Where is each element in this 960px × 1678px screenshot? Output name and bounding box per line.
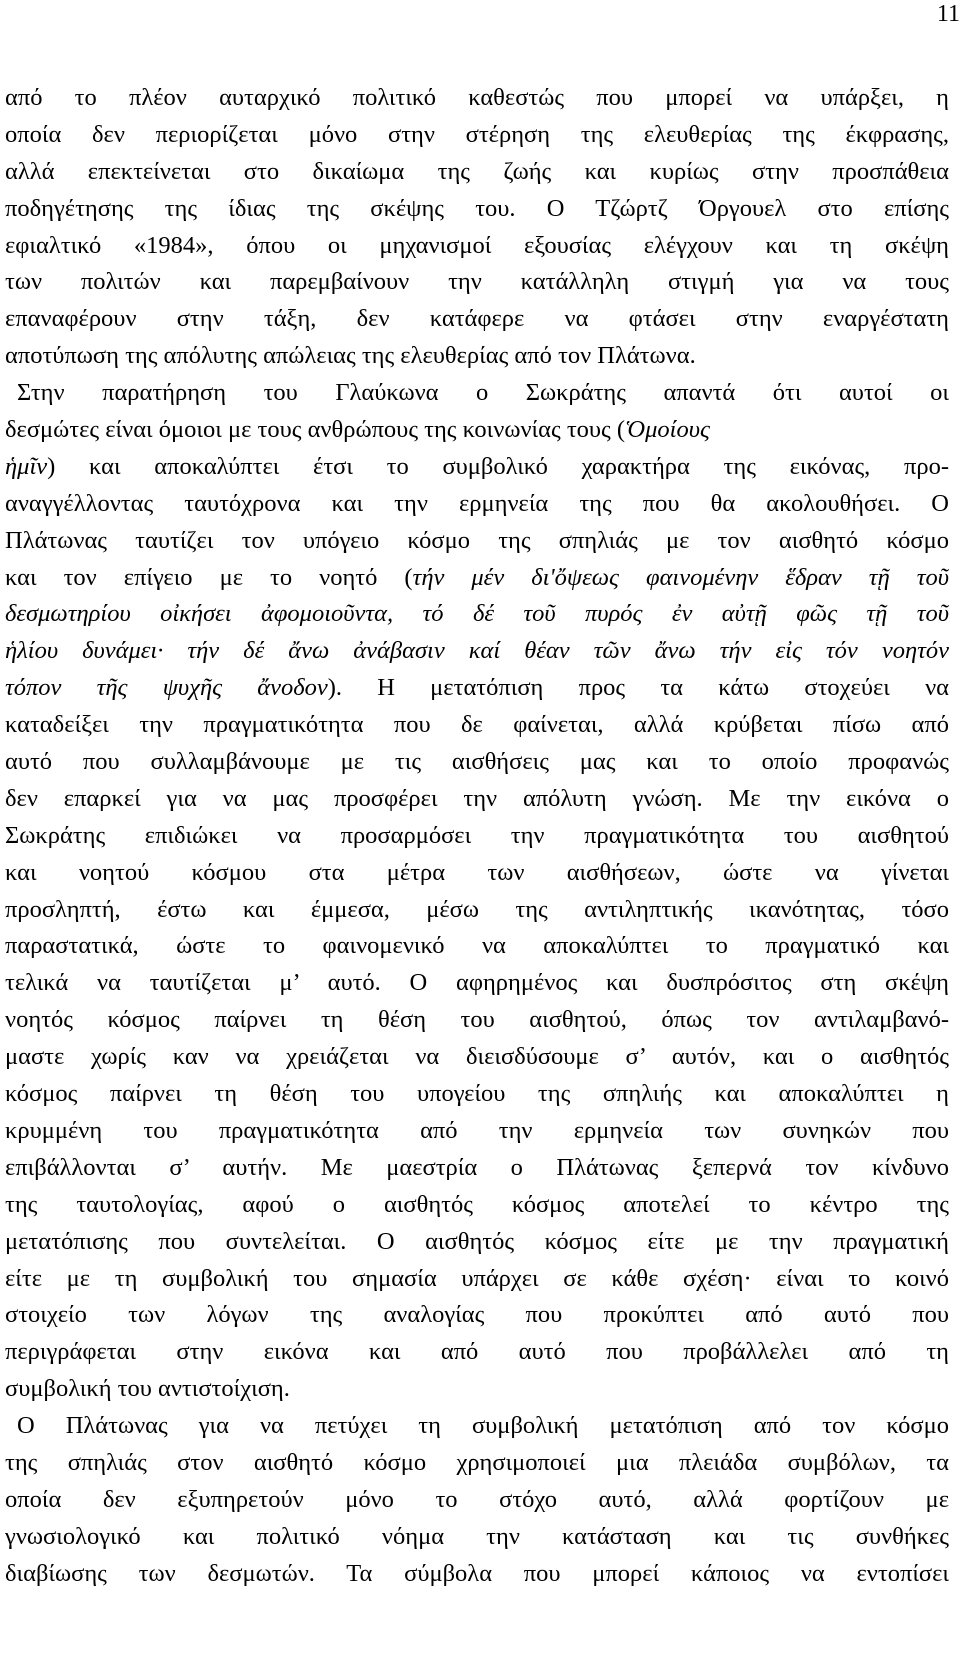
greek-quote-line: δεσμωτηρίου οἰκήσει ἀφομοιοῦντα, τό δέ τοῦ πυρός ἐν αὐτῇ φῶς τῇ τοῦ <box>5 600 949 628</box>
text-line: μαστε χωρίς καν να χρειάζεται να διεισδύσουμε σ’ αυτόν, και ο αισθητός <box>5 1043 949 1071</box>
text-line <box>5 560 949 597</box>
text-line: προσληπτή, έστω και έμμεσα, μέσω της αντιληπτικής ικανότητας, τόσο <box>5 895 949 923</box>
text-line <box>5 412 949 449</box>
text-line: της σπηλιάς στον αισθητό κόσμο χρησιμοποιεί μια πλειάδα συμβόλων, τα <box>5 1448 949 1476</box>
text-line: οποία δεν περιορίζεται μόνο στην στέρηση της ελευθερίας της έκφρασης, <box>5 120 949 148</box>
text-line: εφιαλτικό «1984», όπου οι μηχανισμοί εξουσίας ελέγχουν και τη σκέψη <box>5 231 949 259</box>
text-line <box>5 670 949 707</box>
text-fragment: ) και αποκαλύπτει έτσι το συμβολικό χαρακτήρα της εικόνας, προ- <box>47 452 949 480</box>
text-line: διαβίωσης των δεσμωτών. Τα σύμβολα που μπορεί κάποιος να εντοπίσει <box>5 1559 949 1587</box>
text-line: Ο Πλάτωνας για να πετύχει τη συμβολική μετατόπιση από τον κόσμο <box>17 1412 949 1440</box>
text-fragment: και τον επίγειο με το νοητό ( <box>5 563 413 591</box>
greek-quote: Ὁμοίους <box>625 416 710 444</box>
text-line: κόσμος παίρνει τη θέση του υπογείου της σπηλιής και αποκαλύπτει η <box>5 1080 949 1108</box>
text-line: οποία δεν εξυπηρετούν μόνο το στόχο αυτό, αλλά φορτίζουν με <box>5 1485 949 1513</box>
greek-quote: ἡμῖν <box>5 452 48 480</box>
body-text <box>5 80 949 1593</box>
text-line: τελικά να ταυτίζεται μ’ αυτό. Ο αφηρημένος και δυσπρόσιτος στη σκέψη <box>5 969 949 997</box>
text-fragment: δεσμώτες είναι όμοιοι με τους ανθρώπους της κοινωνίας τους ( <box>5 416 626 444</box>
greek-quote: τήν μέν δι'ὄψεως φαινομένην ἕδραν τῇ τοῦ <box>412 563 949 591</box>
text-line: επιβάλλονται σ’ αυτήν. Με μαεστρία ο Πλάτωνας ξεπερνά τον κίνδυνο <box>5 1153 949 1181</box>
text-line: των πολιτών και παρεμβαίνουν την κατάλληλη στιγμή για να τους <box>5 268 949 296</box>
text-line: αναγγέλλοντας ταυτόχρονα και την ερμηνεία της που θα ακολουθήσει. Ο <box>5 489 949 517</box>
text-line: μετατόπισης που συντελείται. Ο αισθητός κόσμος είτε με την πραγματική <box>5 1227 949 1255</box>
text-line: αποτύπωση της απόλυτης απώλειας της ελευθερίας από τον Πλάτωνα. <box>5 342 696 370</box>
text-line: περιγράφεται στην εικόνα και από αυτό που προβάλλελει από τη <box>5 1338 949 1366</box>
text-line: Στην παρατήρηση του Γλαύκωνα ο Σωκράτης απαντά ότι αυτοί οι <box>17 379 949 407</box>
text-line: της ταυτολογίας, αφού ο αισθητός κόσμος αποτελεί το κέντρο της <box>5 1190 949 1218</box>
text-line: καταδείξει την πραγματικότητα που δε φαίνεται, αλλά κρύβεται πίσω από <box>5 711 949 739</box>
text-line <box>5 449 949 486</box>
text-line: αυτό που συλλαμβάνουμε με τις αισθήσεις μας και το οποίο προφανώς <box>5 748 949 776</box>
text-line: επαναφέρουν στην τάξη, δεν κατάφερε να φτάσει στην εναργέστατη <box>5 305 949 333</box>
text-line: παραστατικά, ώστε το φαινομενικό να αποκαλύπτει το πραγματικό και <box>5 932 949 960</box>
text-line: από το πλέον αυταρχικό πολιτικό καθεστώς που μπορεί να υπάρξει, η <box>5 84 949 111</box>
text-line: στοιχείο των λόγων της αναλογίας που προκύπτει από αυτό που <box>5 1301 949 1329</box>
text-line: και νοητού κόσμου στα μέτρα των αισθήσεων, ώστε να γίνεται <box>5 858 949 886</box>
text-line: νοητός κόσμος παίρνει τη θέση του αισθητού, όπως τον αντιλαμβανό- <box>5 1006 949 1034</box>
text-line: δεν επαρκεί για να μας προσφέρει την απόλυτη γνώση. Με την εικόνα ο <box>5 784 949 812</box>
text-line: συμβολική του αντιστοίχιση. <box>5 1375 290 1403</box>
greek-quote-line: ἡλίου δυνάμει· τήν δέ ἄνω ἀνάβασιν καί θέαν τῶν ἄνω τήν εἰς τόν νοητόν <box>5 637 949 665</box>
text-line: ποδηγέτησης της ίδιας της σκέψης του. Ο Τζώρτζ Όργουελ στο επίσης <box>5 194 949 222</box>
text-line: Πλάτωνας ταυτίζει τον υπόγειο κόσμο της σπηλιάς με τον αισθητό κόσμο <box>5 526 949 554</box>
page-number: 11 <box>936 1 960 27</box>
text-line: είτε με τη συμβολική του σημασία υπάρχει σε κάθε σχέση· είναι το κοινό <box>5 1264 949 1292</box>
text-line: κρυμμένη του πραγματικότητα από την ερμηνεία των συνηκών που <box>5 1116 949 1144</box>
text-line: Σωκράτης επιδιώκει να προσαρμόσει την πραγματικότητα του αισθητού <box>5 821 949 849</box>
text-line: αλλά επεκτείνεται στο δικαίωμα της ζωής και κυρίως στην προσπάθεια <box>5 157 949 185</box>
greek-quote: τόπον τῆς ψυχῆς ἄνοδον <box>5 674 328 702</box>
text-line: γνωσιολογικό και πολιτικό νόημα την κατάσταση και τις συνθήκες <box>5 1522 949 1550</box>
text-fragment: ). Η μετατόπιση προς τα κάτω στοχεύει να <box>327 674 949 702</box>
